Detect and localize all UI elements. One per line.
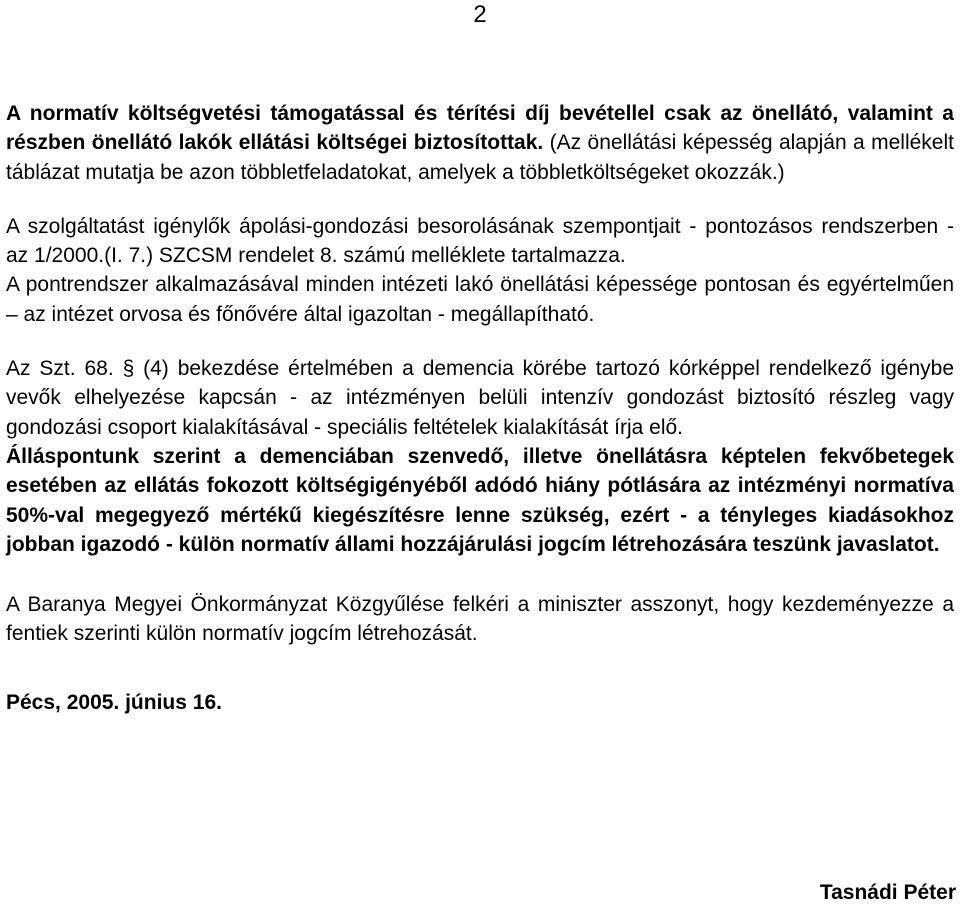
place-date: Pécs, 2005. június 16. (6, 690, 222, 714)
page-number: 2 (473, 1, 487, 28)
paragraph-funding (6, 99, 954, 187)
signature-name: Tasnádi Péter (819, 881, 956, 904)
paragraph-proposal: Álláspontunk szerint a demenciában szenvedő, illetve önellátásra képtelen fekvőbetegek esetében az ellátás fokozott költségigényéből adódó hiány pótlására az intézményi normatíva 50%-val megegyező mértékű kiegészítésre lenne szükség, ezért - a tényleges kiadásokhoz jobban igazodó - külön normatív állami hozzájárulási jogcím létrehozására teszünk javaslatot. (6, 444, 954, 556)
paragraph-funding-bold: A normatív költségvetési támogatással és térítési díj bevétellel csak az önellátó, valamint a részben önellátó lakók ellátási költségei biztosítottak. (6, 102, 954, 155)
paragraph-point-system: A pontrendszer alkalmazásával minden intézeti lakó önellátási képessége pontosan és egyértelműen – az intézet orvosa és főnővére által igazoltan - megállapítható. (6, 273, 954, 326)
paragraph-request: A Baranya Megyei Önkormányzat Közgyűlése felkéri a miniszter asszonyt, hogy kezdeményezze a fentiek szerinti külön normatív jogcím létrehozását. (6, 593, 954, 646)
paragraph-funding-rest: (Az önellátási képesség alapján a mellékelt táblázat mutatja be azon többletfeladatokat, amelyek a többletköltségeket okozzák.) (6, 131, 954, 184)
paragraph-dementia: Az Szt. 68. § (4) bekezdése értelmében a demencia körébe tartozó kórképpel rendelkező igénybe vevők elhelyezése kapcsán - az intézményen belüli intenzív gondozást biztosító részleg vagy gondozási csoport kialakításával - speciális feltételek kialakítását írja elő. (6, 357, 954, 439)
document-body (6, 99, 954, 717)
paragraph-classification: A szolgáltatást igénylők ápolási-gondozási besorolásának szempontjait - pontozásos rendszerben - az 1/2000.(I. 7.) SZCSM rendelet 8. számú melléklete tartalmazza. (6, 214, 954, 268)
